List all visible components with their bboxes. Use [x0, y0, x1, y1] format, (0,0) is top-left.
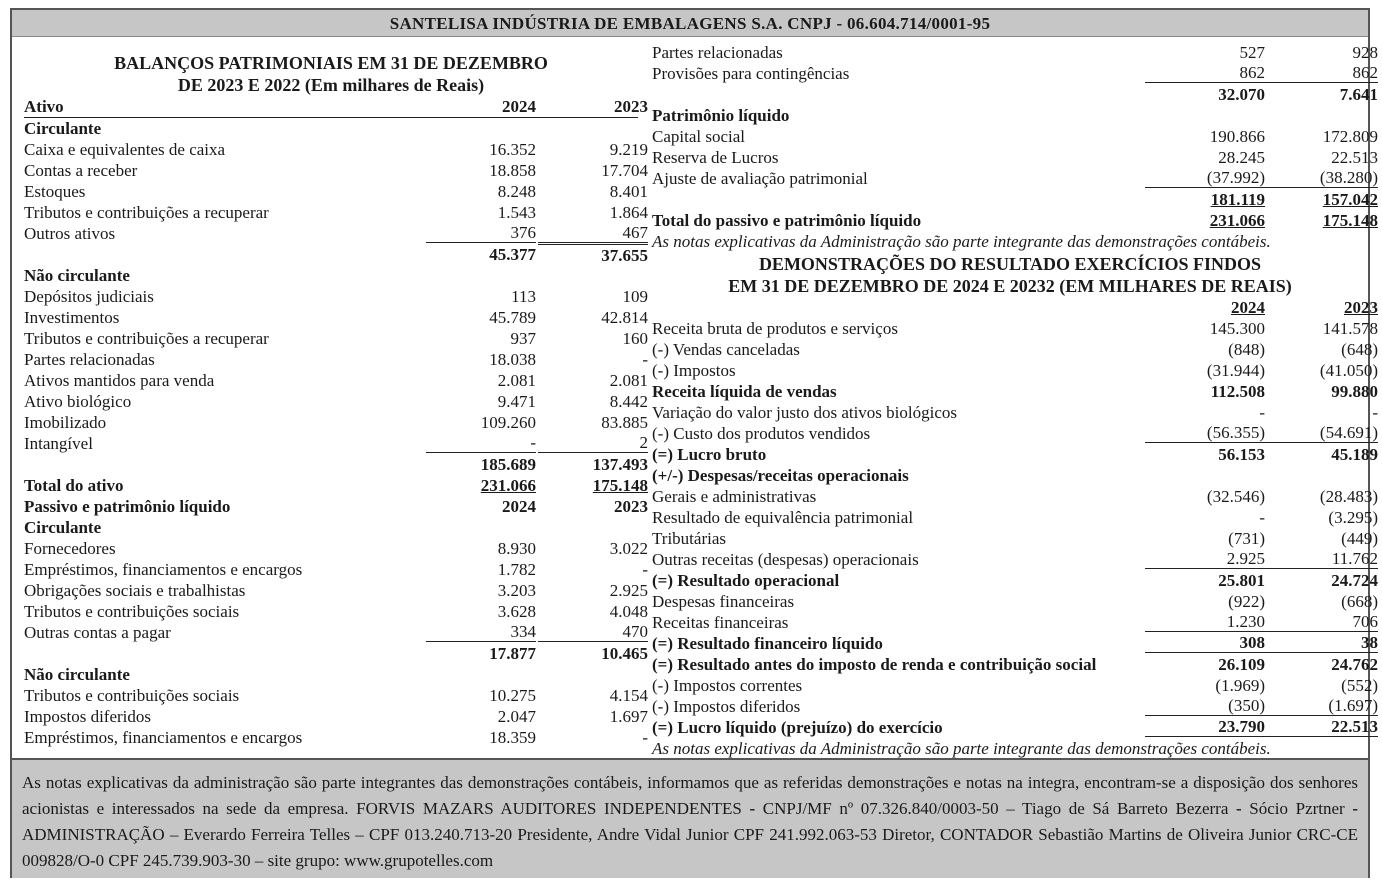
line-item-label: Outras contas a pagar: [24, 623, 171, 642]
line-item-row: [652, 717, 1378, 738]
line-item-value: -: [1259, 403, 1265, 422]
line-item-value: (28.483): [1319, 487, 1378, 506]
line-item-value: 109: [622, 287, 648, 306]
line-item-value: 83.885: [601, 413, 648, 432]
line-item-label: Outros ativos: [24, 224, 116, 243]
line-item-value: 3.628: [497, 602, 536, 621]
line-item-value: (668): [1341, 592, 1378, 611]
line-item-label: Despesas financeiras: [652, 592, 795, 611]
line-item-value: (648): [1341, 340, 1378, 359]
line-item-value: 1.782: [497, 560, 536, 579]
line-item-label: Caixa e equivalentes de caixa: [24, 140, 226, 159]
line-item-row: [24, 181, 648, 202]
line-item-value: (32.546): [1206, 487, 1265, 506]
subtotal-row: 17.877 10.465: [489, 644, 648, 663]
line-item-label: (=) Resultado operacional: [652, 571, 840, 590]
subtotal-row: 45.377 37.655: [489, 245, 648, 265]
subtotal-row: 32.070 7.641: [1218, 85, 1378, 104]
line-item-row: [652, 42, 1378, 63]
line-item-value: 45.789: [489, 308, 536, 327]
line-item-value: 937: [510, 329, 536, 348]
line-item-value: 308: [1145, 633, 1265, 653]
total-ativo-row: Total do ativo 231.066 175.148: [24, 476, 648, 495]
line-item-row: [24, 433, 648, 454]
line-item-value: 22.513: [1331, 148, 1378, 167]
line-item-row: [652, 360, 1378, 381]
line-item-label: Depósitos judiciais: [24, 287, 154, 306]
line-item-value: 1.543: [497, 203, 536, 222]
line-item-row: [652, 486, 1378, 507]
section-label: Não circulante: [24, 266, 130, 285]
subtotal-row: 185.689 137.493: [480, 455, 648, 474]
line-item-value: 8.442: [609, 392, 648, 411]
line-item-label: (-) Custo dos produtos vendidos: [652, 424, 871, 443]
line-item-value: (3.295): [1328, 508, 1378, 527]
line-item-label: (=) Resultado financeiro líquido: [652, 634, 883, 653]
line-item-row: [24, 286, 648, 307]
section-label: Circulante: [24, 119, 102, 138]
line-item-row: [24, 370, 648, 391]
line-item-value: -: [1372, 403, 1378, 422]
line-item-value: (1.697): [1258, 696, 1378, 716]
line-item-value: 1.697: [609, 707, 648, 726]
line-item-row: [652, 402, 1378, 423]
line-item-value: 2.081: [609, 371, 648, 390]
line-item-row: [24, 412, 648, 433]
line-item-label: (+/-) Despesas/receitas operacionais: [652, 466, 909, 485]
line-item-label: Imobilizado: [24, 413, 107, 432]
line-item-label: Ativo biológico: [24, 392, 132, 411]
line-item-row: [652, 654, 1378, 675]
line-item-label: (-) Vendas canceladas: [652, 340, 800, 359]
line-item-row: [24, 223, 648, 244]
line-item-value: -: [642, 350, 648, 369]
line-item-value: 4.048: [609, 602, 648, 621]
line-item-row: [652, 63, 1378, 84]
line-item-value: 2.925: [1145, 549, 1265, 569]
line-item-value: 376: [426, 223, 536, 243]
line-item-label: Contas a receber: [24, 161, 138, 180]
line-item-value: (1.969): [1215, 676, 1265, 695]
line-item-value: -: [1259, 508, 1265, 527]
line-item-value: (56.355): [1145, 423, 1265, 443]
line-item-value: 8.248: [497, 182, 536, 201]
line-item-value: 112.508: [1210, 382, 1265, 401]
line-item-label: Receita bruta de produtos e serviços: [652, 319, 898, 338]
line-item-label: Outras receitas (despesas) operacionais: [652, 550, 919, 569]
line-item-value: 11.762: [1258, 549, 1378, 569]
line-item-row: [24, 538, 648, 559]
line-item-value: 2.047: [497, 707, 536, 726]
line-item-value: (38.280): [1258, 168, 1378, 188]
line-item-value: 18.359: [489, 728, 536, 747]
line-item-row: [24, 580, 648, 601]
line-item-label: Estoques: [24, 182, 86, 201]
line-item-value: 24.724: [1331, 571, 1378, 590]
line-item-value: 1.230: [1145, 612, 1265, 632]
line-item-value: 2.081: [497, 371, 536, 390]
line-item-label: Reserva de Lucros: [652, 148, 779, 167]
line-item-value: (350): [1145, 696, 1265, 716]
dre-title-line1: DEMONSTRAÇÕES DO RESULTADO EXERCÍCIOS FINDOS: [758, 254, 1262, 274]
line-item-label: (=) Resultado antes do imposto de renda e contribuição social: [652, 655, 1097, 674]
line-item-row: [652, 444, 1378, 465]
line-item-value: -: [426, 433, 536, 453]
line-item-value: 3.022: [609, 539, 648, 558]
line-item-row: [24, 622, 648, 643]
line-item-row: [24, 328, 648, 349]
ativo-header-row: Ativo 2024 2023: [24, 97, 648, 116]
line-item-row: [24, 349, 648, 370]
line-item-label: (-) Impostos: [652, 361, 736, 380]
company-header: SANTELISA INDÚSTRIA DE EMBALAGENS S.A. CNPJ - 06.604.714/0001-95: [12, 10, 1368, 37]
line-item-label: Partes relacionadas: [24, 350, 155, 369]
line-item-value: 862: [1145, 63, 1265, 83]
line-item-value: 24.762: [1331, 655, 1378, 674]
line-item-value: -: [642, 728, 648, 747]
line-item-row: [652, 549, 1378, 570]
line-item-value: (54.691): [1258, 423, 1378, 443]
line-item-label: Tributos e contribuições sociais: [24, 686, 240, 705]
line-item-label: Partes relacionadas: [652, 43, 783, 62]
line-item-value: 928: [1352, 43, 1378, 62]
line-item-value: 109.260: [480, 413, 536, 432]
line-item-label: Tributos e contribuições a recuperar: [24, 329, 269, 348]
line-item-value: 145.300: [1209, 319, 1265, 338]
line-item-row: [652, 612, 1378, 633]
line-item-value: 862: [1258, 63, 1378, 83]
line-item-value: 190.866: [1209, 127, 1265, 146]
line-item-label: (-) Impostos correntes: [652, 676, 803, 695]
line-item-label: Investimentos: [24, 308, 120, 327]
line-item-value: 9.219: [609, 140, 648, 159]
line-item-value: 18.858: [489, 161, 536, 180]
line-item-value: 42.814: [601, 308, 648, 327]
line-item-row: [652, 591, 1378, 612]
line-item-row: [24, 307, 648, 328]
line-item-value: 16.352: [489, 140, 536, 159]
line-item-value: (922): [1228, 592, 1265, 611]
line-item-value: -: [642, 560, 648, 579]
dre-note: As notas explicativas da Administração são parte integrante das demonstrações contábeis.: [652, 739, 1271, 758]
line-item-value: 22.513: [1258, 717, 1378, 737]
line-item-value: (552): [1341, 676, 1378, 695]
line-item-label: Resultado de equivalência patrimonial: [652, 508, 914, 527]
balance-sheet-right: [652, 42, 1378, 759]
line-item-label: Receita líquida de vendas: [652, 382, 837, 401]
line-item-row: [24, 559, 648, 580]
publication-frame: [10, 8, 1378, 878]
line-item-label: (=) Lucro líquido (prejuízo) do exercício: [652, 718, 943, 737]
line-item-row: [24, 685, 648, 706]
line-item-row: [652, 570, 1378, 591]
line-item-label: Impostos diferidos: [24, 707, 152, 726]
line-item-label: Empréstimos, financiamentos e encargos: [24, 560, 303, 579]
line-item-label: Provisões para contingências: [652, 64, 850, 83]
line-item-row: [652, 675, 1378, 696]
line-item-value: 45.189: [1331, 445, 1378, 464]
line-item-label: Ativos mantidos para venda: [24, 371, 215, 390]
line-item-value: 470: [538, 622, 648, 642]
line-item-row: [652, 633, 1378, 654]
line-item-label: Tributos e contribuições a recuperar: [24, 203, 269, 222]
line-item-row: [652, 465, 1368, 486]
line-item-row: [652, 696, 1378, 717]
line-item-row: [652, 168, 1378, 189]
line-item-value: 99.880: [1331, 382, 1378, 401]
line-item-value: 2: [538, 433, 648, 453]
line-item-value: 2.925: [609, 581, 648, 600]
line-item-label: Empréstimos, financiamentos e encargos: [24, 728, 303, 747]
line-item-row: [652, 507, 1378, 528]
line-item-label: Tributos e contribuições sociais: [24, 602, 240, 621]
line-item-row: [24, 202, 648, 223]
line-item-label: Ajuste de avaliação patrimonial: [652, 169, 868, 188]
balance-sheet-left: [24, 52, 648, 748]
line-item-value: 113: [511, 287, 536, 306]
subtotal-row: 181.119 157.042: [1210, 190, 1378, 209]
line-item-row: [24, 391, 648, 412]
line-item-value: (848): [1228, 340, 1265, 359]
line-item-value: 38: [1258, 633, 1378, 653]
line-item-value: 4.154: [609, 686, 648, 705]
line-item-row: [652, 126, 1378, 147]
line-item-value: 10.275: [489, 686, 536, 705]
line-item-label: (=) Lucro bruto: [652, 445, 767, 464]
line-item-value: 172.809: [1322, 127, 1378, 146]
line-item-value: 3.203: [497, 581, 536, 600]
line-item-label: Obrigações sociais e trabalhistas: [24, 581, 246, 600]
line-item-label: Capital social: [652, 127, 746, 146]
line-item-value: (731): [1228, 529, 1265, 548]
line-item-value: 706: [1258, 612, 1378, 632]
section-label: Patrimônio líquido: [652, 106, 790, 125]
line-item-value: 56.153: [1218, 445, 1265, 464]
line-item-row: [24, 601, 648, 622]
line-item-label: Fornecedores: [24, 539, 116, 558]
line-item-value: 28.245: [1218, 148, 1265, 167]
line-item-row: [652, 528, 1378, 549]
line-item-value: 8.930: [497, 539, 536, 558]
line-item-label: Intangível: [24, 434, 93, 453]
line-item-value: 160: [622, 329, 648, 348]
line-item-label: Variação do valor justo dos ativos biológicos: [652, 403, 958, 422]
line-item-value: 26.109: [1218, 655, 1265, 674]
line-item-label: Gerais e administrativas: [652, 487, 817, 506]
passivo-header-row: Passivo e patrimônio líquido 2024 2023: [24, 497, 648, 516]
balance-title-line2: DE 2023 E 2022 (Em milhares de Reais): [177, 75, 485, 95]
line-item-row: [24, 139, 648, 160]
line-item-value: 141.578: [1322, 319, 1378, 338]
line-item-row: [652, 423, 1378, 444]
line-item-value: (37.992): [1145, 168, 1265, 188]
line-item-value: 334: [426, 622, 536, 642]
line-item-value: (41.050): [1319, 361, 1378, 380]
balance-note: As notas explicativas da Administração são parte integrante das demonstrações contábeis.: [652, 232, 1271, 251]
line-item-row: [24, 706, 648, 727]
line-item-value: (31.944): [1206, 361, 1265, 380]
line-item-label: Receitas financeiras: [652, 613, 789, 632]
dre-title-line2: EM 31 DE DEZEMBRO DE 2024 E 20232 (EM MILHARES DE REAIS): [728, 276, 1292, 296]
line-item-label: Tributárias: [652, 529, 726, 548]
total-passivo-row: Total do passivo e patrimônio líquido 231.066 175.148: [652, 211, 1378, 230]
line-item-value: 23.790: [1145, 717, 1265, 737]
line-item-value: 8.401: [609, 182, 648, 201]
line-item-value: 9.471: [497, 392, 536, 411]
line-item-row: [652, 147, 1378, 168]
balance-title-line1: BALANÇOS PATRIMONIAIS EM 31 DE DEZEMBRO: [114, 53, 548, 73]
line-item-row: [652, 381, 1378, 402]
line-item-row: [652, 318, 1378, 339]
line-item-value: 25.801: [1218, 571, 1265, 590]
line-item-value: 467: [538, 223, 648, 243]
line-item-row: [24, 160, 648, 181]
footer-notes: As notas explicativas da administração são parte integrantes das demonstrações contábeis, informamos que as referidas demonstrações e notas na integra, encontram-se a disposição dos senhores acionistas e interessados na sede da empresa. FORVIS MAZARS AUDITORES INDEPENDENTES - CNPJ/MF nº 07.326.840/0003-50 – Tiago de Sá Barreto Bezerra - Sócio Pzrtner - ADMINISTRAÇÃO – Everardo Ferreira Telles – CPF 013.240.713-20 Presidente, Andre Vidal Junior CPF 241.992.063-53 Diretor, CONTADOR Sebastião Martins de Oliveira Junior CRC-CE 009828/O-0 CPF 245.739.903-30 – site grupo: www.grupotelles.com: [12, 758, 1368, 878]
section-label: Circulante: [24, 518, 102, 537]
line-item-value: (449): [1341, 529, 1378, 548]
line-item-value: 17.704: [601, 161, 648, 180]
dre-header-row: 2024 2023: [1231, 298, 1378, 317]
line-item-row: [24, 727, 648, 748]
line-item-value: 18.038: [489, 350, 536, 369]
line-item-value: 1.864: [609, 203, 648, 222]
line-item-row: [652, 339, 1378, 360]
line-item-label: (-) Impostos diferidos: [652, 697, 801, 716]
section-label: Não circulante: [24, 665, 130, 684]
line-item-value: 527: [1239, 43, 1265, 62]
